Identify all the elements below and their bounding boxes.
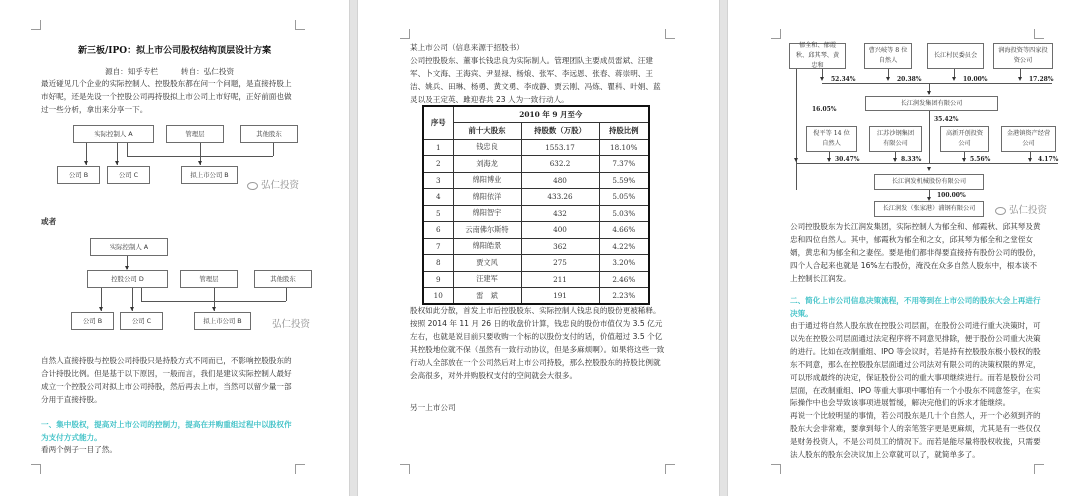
ownership-pct: 17.28% [1029, 76, 1054, 83]
header-ratio: 持股比例 [599, 123, 649, 140]
ownership-pct: 20.38% [897, 76, 922, 83]
box-company-c: 公司 C [107, 166, 150, 184]
org-box: 倪平等 14 位自然人 [806, 126, 857, 152]
box-management: 管理层 [180, 270, 238, 288]
document-page-2 [358, 0, 719, 496]
source-line: 源自：知乎专栏 转自：弘仁投资 [105, 67, 235, 76]
ownership-pct: 35.42% [934, 116, 959, 123]
header-index: 序号 [423, 106, 453, 139]
header-shareholder: 前十大股东 [453, 123, 521, 140]
intro-paragraph: 公司控股股东、董事长钱忠良为实际制人。管理团队主要成员雷斌、汪建军、卜文海、王海宾、尹显禄、杨烺、张军、李远恩、张春、蒋崇明、王洁、姚兵、田琳、杨勇、黄文勇、李成静、贾云刚、冯炼、瞿科、叶娟、蓝灵以及王定英、雎迎春共 23 人为一致行动人。 [410, 56, 661, 104]
crop-mark [771, 29, 781, 39]
header-shares: 持股数（万股） [521, 123, 599, 140]
header-period: 2010 年 9 月至今 [453, 106, 649, 123]
box-other-shareholders: 其他股东 [240, 125, 298, 143]
page-gutter [719, 0, 728, 496]
crop-mark [295, 464, 305, 474]
ownership-pct: 5.56% [970, 156, 991, 163]
paragraph: 公司控股股东为长江润发集团，实际控制人为郁全和、郁霞秋、邱其琴及黄忠和四位自然人。其中，郁霞秋为郁全和之女，邱其琴为郁全和之堂侄女婿，黄忠和为郁全和之妻侄。要是他们都非得要直接持有股份公司的股份，四个人合起来也就是 16%左右股份，淹没在众多自然人股东中，根本谈不上控制长江润发。 [790, 222, 1041, 283]
org-box: 金港镇资产经营公司 [1001, 126, 1056, 152]
paragraph: 自然人直接持股与控股公司持股只是持股方式不同而已，不影响控股股东的合计持股比例。但是基于以下原因，一般而言，我们是建议实际控制人最好成立一个控股公司对拟上市公司持股，然后再去上市，当然可以留少量一部分用于直接持股。 [41, 356, 292, 404]
document-title: 新三板/IPO：拟上市公司股权结构顶层设计方案 [78, 46, 272, 56]
watermark: 弘仁投资 [247, 177, 299, 191]
org-box: 曹兴岐等 8 位自然人 [864, 43, 912, 69]
box-pre-ipo-company: 拟上市公司 B [194, 312, 251, 330]
watermark: 弘仁投资 [272, 319, 311, 330]
section-heading: 某上市公司（信息来源于招股书） [410, 43, 524, 52]
table-row: 7 绵阳皓景 362 4.22% [423, 238, 649, 255]
table-row: 8 贾文风 275 3.20% [423, 255, 649, 272]
ownership-pct: 100.00% [937, 192, 966, 199]
ownership-pct: 30.47% [835, 156, 860, 163]
org-box: 润海投资等四家投资公司 [993, 43, 1053, 69]
ownership-pct: 16.05% [812, 106, 837, 113]
table-row: 2 刘海龙 632.2 7.37% [423, 156, 649, 173]
ownership-pct: 52.34% [831, 76, 856, 83]
box-management: 管理层 [166, 125, 224, 143]
paragraph-another-company: 另一上市公司 [410, 403, 456, 412]
top-shareholders-table [422, 105, 650, 305]
org-box: 江苏沙钢集团有限公司 [869, 126, 922, 152]
wechat-icon [995, 207, 1006, 215]
section-heading-1: 一、集中股权，提高对上市公司的控制力，提高在并购重组过程中以股权作为支付方式能力。 [41, 420, 292, 442]
or-label: 或者 [41, 217, 57, 226]
paragraph: 看两个例子一目了然。 [41, 445, 117, 454]
document-page-1 [0, 0, 349, 496]
table-row: 10 雷 斌 191 2.23% [423, 288, 649, 305]
ownership-pct: 8.33% [901, 156, 922, 163]
box-controller: 实际控制人 A [73, 125, 154, 143]
wechat-icon [247, 182, 258, 190]
org-box-group: 长江润发集团有限公司 [865, 96, 998, 111]
box-pre-ipo-company: 拟上市公司 B [181, 166, 238, 184]
box-company-b: 公司 B [57, 166, 100, 184]
watermark: 弘仁投资 [995, 202, 1047, 216]
box-other-shareholders: 其他股东 [254, 270, 312, 288]
table-row: 1 钱忠良 1553.17 18.10% [423, 139, 649, 156]
org-box-listed-company: 长江润发机械股份有限公司 [874, 174, 984, 190]
page-gutter [349, 0, 358, 496]
crop-mark [665, 464, 675, 474]
crop-mark [665, 29, 675, 39]
crop-mark [31, 464, 41, 474]
org-box-subsidiary: 长江润发（张家港）浦钢有限公司 [874, 201, 984, 217]
box-holding-company-d: 控股公司 D [87, 270, 168, 288]
table-row: 6 云南佛尔斯特 400 4.66% [423, 222, 649, 239]
crop-mark [1034, 464, 1044, 474]
paragraph: 由于通过将自然人股东放在控股公司层面，在股份公司进行重大决策时，可以先在控股公司层面通过法定程序将不同意见排除，便于股份公司重大决策的进行。比如在改制重组、IPO 等会议时，若是持有控股股东极小股权的股东不同意，那么在控股股东层面通过公司法对有限公司的决策权限的界定，可以形成最终的决定，保证股份公司的重大事项继续进行。而若是股份公司层面，在改制重组、IPO 等重大事项中哪怕有一个小股东不同意签字，在实际操作中也会导致该事项进展暂缓，解决完他们的诉求才能继续。 [790, 321, 1041, 408]
table-row: 5 绵阳智宇 432 5.03% [423, 205, 649, 222]
section-heading-2: 二、简化上市公司信息决策流程，不用等到在上市公司的股东大会上再进行决策。 [790, 296, 1041, 318]
box-company-b: 公司 B [71, 312, 114, 330]
ownership-pct: 10.00% [963, 76, 988, 83]
table-row: 3 绵阳博业 480 5.59% [423, 172, 649, 189]
org-box: 长江村民委员会 [927, 43, 984, 69]
paragraph: 股权如此分散，首发上市后控股股东、实际控制人钱忠良的股份更被稀释。按照 2014 年 11 月 26 日的收盘价计算，钱忠良的股份市值仅为 3.5 亿元左右，也就是说目前只要收购一个标的以股份支付的话，价值超过 3.5 个亿其控股地位就不保（虽然有一致行动协议，但是多麻烦啊）。如果将这些一致行动人全部放在一个公司然后对上市公司持股，那么控股股东的持股比例就会高很多，对外并购股权支付的空间就会大很多。 [410, 306, 665, 380]
crop-mark [400, 464, 410, 474]
paragraph: 再说一个比较明显的事情，若公司股东是几十个自然人，开一个必须到齐的股东大会非常难，要拿到每个人的亲笔签字更是更麻烦，尤其是有一些仅仅是财务投资人，不是公司员工的情况下。而若是能尽量将股权收拢，只需要法人股东的股东会决议加上公章就可以了，就简单多了。 [790, 411, 1041, 459]
crop-mark [771, 464, 781, 474]
crop-mark [1034, 29, 1044, 39]
box-controller: 实际控制人 A [90, 238, 168, 256]
org-box: 郁全和、郁霞秋、邱其琴、黄忠和 [789, 43, 846, 69]
box-company-c: 公司 C [120, 312, 163, 330]
table-row: 9 汪建军 211 2.46% [423, 271, 649, 288]
crop-mark [295, 20, 305, 30]
crop-mark [400, 29, 410, 39]
crop-mark [31, 20, 41, 30]
document-page-3 [728, 0, 1080, 496]
intro-paragraph: 最近碰见几个企业的实际控制人、控股股东都在问一个问题，是直接持股上市好呢，还是先设一个控股公司再持股拟上市公司上市好呢，正好前面也做过一些分析，拿出来分享一下。 [41, 79, 292, 114]
table-row: 4 绵阳依洋 433.26 5.05% [423, 189, 649, 206]
org-box: 高新开创投资公司 [940, 126, 989, 152]
ownership-pct: 4.17% [1038, 156, 1059, 163]
